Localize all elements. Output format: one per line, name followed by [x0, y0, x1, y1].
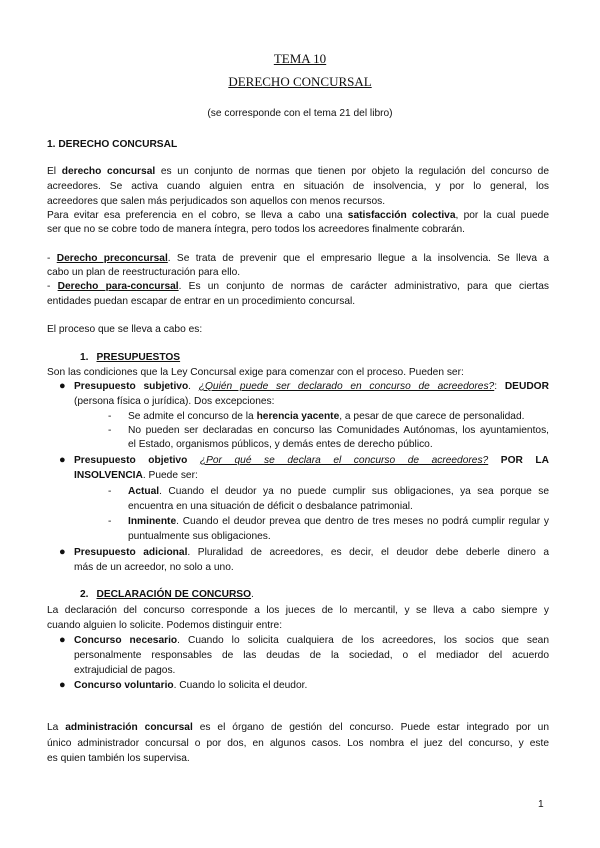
paraconcursal-line: entidades puedan escapar de entrar en un procedimiento concursal. [47, 296, 356, 307]
bullet-subjetivo-cont: (persona física o jurídica). Dos excepciones: [74, 396, 275, 407]
presupuestos-intro: Son las condiciones que la Ley Concursal exige para comenzar con el proceso. Pueden ser: [47, 367, 464, 378]
declaracion-line: La declaración del concurso corresponde a los jueces de lo mercantil, y se lleva a cabo siempre y [47, 605, 549, 616]
bullet-necesario: Concurso necesario. Cuando lo solicita cualquiera de los acreedores, los socios que sean [74, 635, 549, 646]
chapter-note: (se corresponde con el tema 21 del libro) [207, 108, 393, 119]
intro-line: acreedores. Se activa cuando alguien entra en situación de insolvencia, y por lo general, los [47, 181, 549, 192]
declaracion-line: cuando alguien lo solicite. Podemos distinguir entre: [47, 620, 283, 631]
sub-item-inminente-cont: puntualmente sus obligaciones. [128, 531, 271, 542]
bullet-objetivo-cont: INSOLVENCIA. Puede ser: [74, 470, 198, 481]
bullet-icon: ● [59, 679, 66, 691]
bullet-icon: ● [59, 380, 66, 392]
bullet-adicional: Presupuesto adicional. Pluralidad de acreedores, es decir, el deudor debe deberle dinero a [74, 547, 549, 558]
intro-line: El derecho concursal es un conjunto de normas que tienen por objeto la regulación del concurso de [47, 166, 549, 177]
document-title: TEMA 10 [273, 51, 327, 66]
dash-icon: - [108, 411, 112, 422]
admin-line: La administración concursal es el órgano de gestión del concurso. Puede estar integrado por un [47, 722, 549, 733]
bullet-icon: ● [59, 546, 66, 558]
admin-line: único administrador concursal o por dos, en algunos casos. Los nombra el juez del concurso, y este [47, 738, 549, 749]
page-number: 1 [538, 799, 544, 810]
bullet-necesario-cont: extrajudicial de pagos. [74, 665, 176, 676]
bullet-adicional-cont: más de un acreedor, no solo a uno. [74, 562, 234, 573]
section-heading: 1. DERECHO CONCURSAL [47, 139, 178, 150]
subsection-heading-presupuestos: 1. PRESUPUESTOS [80, 352, 181, 363]
sub-item-herencia: Se admite el concurso de la herencia yacente, a pesar de que carece de personalidad. [128, 411, 525, 422]
sub-item-actual: Actual. Cuando el deudor ya no puede cumplir sus obligaciones, ya sea porque se [128, 486, 549, 497]
sub-item-exceptions-cont: el Estado, organismos públicos, y demás entes de derecho público. [128, 439, 433, 450]
dash-icon: - [108, 516, 112, 527]
intro-line: ser que no se cobre todo de manera íntegra, pero todos los acreedores finalmente cobrarán. [47, 224, 465, 235]
paraconcursal-line: - Derecho para-concursal. Es un conjunto de normas de carácter administrativo, para que ciertas [47, 281, 549, 292]
intro-line: acreedores que salen más perjudicados son aquellos con menos recursos. [47, 196, 386, 207]
sub-item-actual-cont: encuentra en una situación de déficit o desbalance patrimonial. [128, 501, 413, 512]
process-line: El proceso que se lleva a cabo es: [47, 324, 203, 335]
admin-line: es quien también los supervisa. [47, 753, 190, 764]
dash-icon: - [108, 486, 112, 497]
preconcursal-line: cabo un plan de reestructuración para ello. [47, 267, 241, 278]
bullet-necesario-cont: personalmente responsables de las deudas de la sociedad, o el mediador del acuerdo [74, 650, 549, 661]
subsection-heading-declaracion: 2. DECLARACIÓN DE CONCURSO. [80, 589, 254, 600]
bullet-subjetivo: Presupuesto subjetivo. ¿Quién puede ser declarado en concurso de acreedores?: DEUDOR [74, 381, 549, 392]
sub-item-inminente: Inminente. Cuando el deudor prevea que dentro de tres meses no podrá cumplir regular y [128, 516, 549, 527]
bullet-icon: ● [59, 454, 66, 466]
sub-item-exceptions: No pueden ser declaradas en concurso las Comunidades Autónomas, los ayuntamientos, [128, 425, 549, 436]
bullet-objetivo: Presupuesto objetivo ¿Por qué se declara el concurso de acreedores? POR LA [74, 455, 549, 466]
intro-line: Para evitar esa preferencia en el cobro, se lleva a cabo una satisfacción colectiva, por la cual puede [47, 210, 549, 221]
preconcursal-line: - Derecho preconcursal. Se trata de prevenir que el empresario llegue a la insolvencia. Se lleva a [47, 253, 549, 264]
dash-icon: - [108, 425, 112, 436]
bullet-voluntario: Concurso voluntario. Cuando lo solicita el deudor. [74, 680, 308, 691]
document-subtitle: DERECHO CONCURSAL [228, 74, 372, 89]
bullet-icon: ● [59, 634, 66, 646]
